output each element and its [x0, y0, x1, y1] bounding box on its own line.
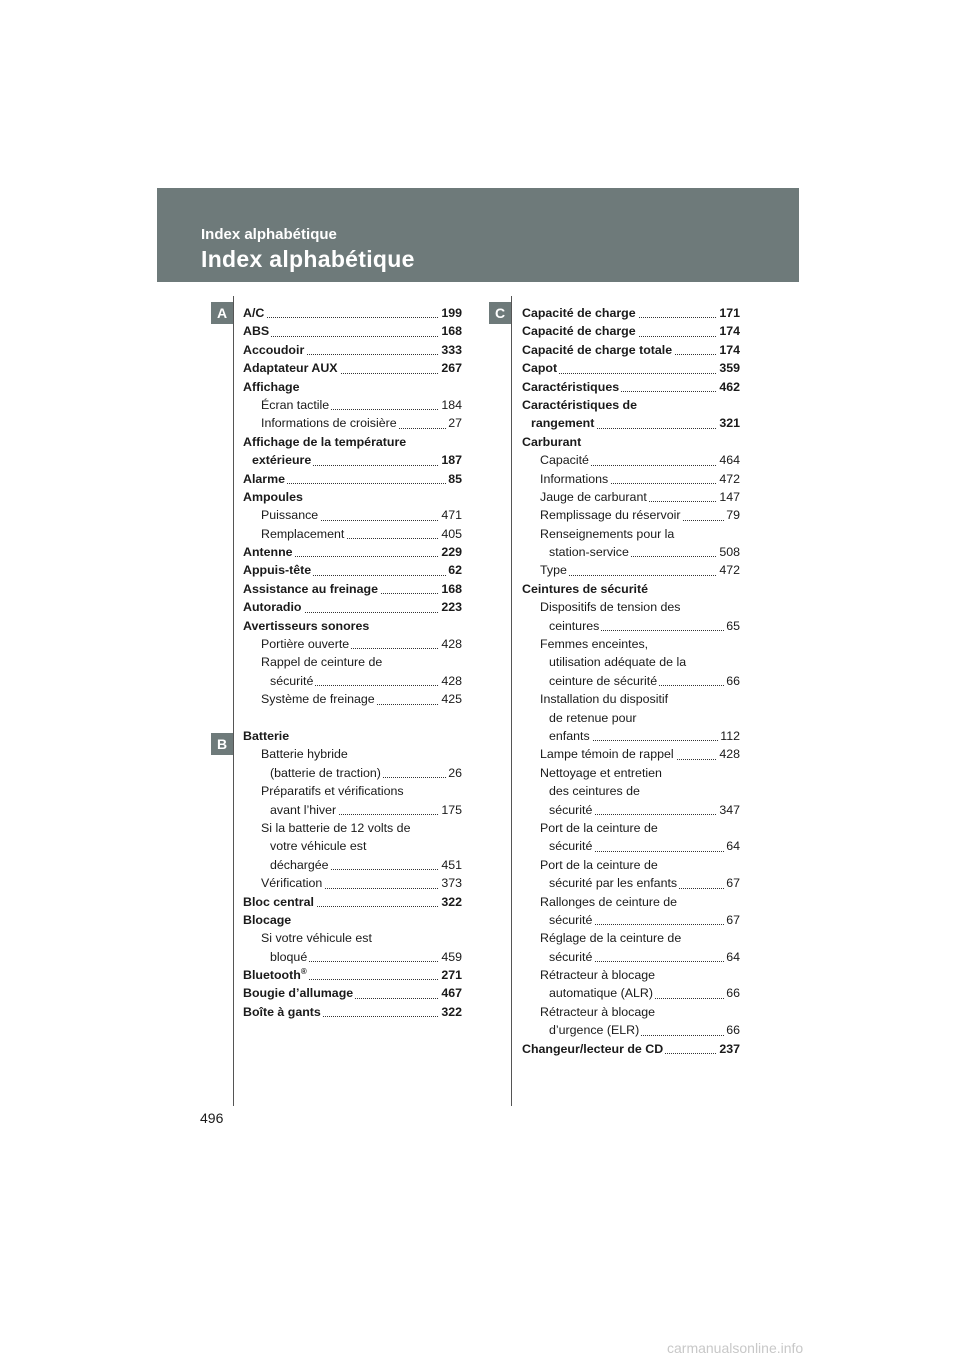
index-entry — [522, 598, 740, 616]
index-entry-page: 471 — [439, 506, 462, 524]
index-entry — [243, 690, 462, 708]
index-entry — [243, 727, 462, 745]
index-entry-text: Port de la ceinture de — [540, 819, 660, 837]
index-entry — [243, 782, 462, 800]
index-entry — [243, 911, 462, 929]
index-entry-text: Rétracteur à blocage — [540, 1003, 657, 1021]
page-title: Index alphabétique — [201, 246, 415, 272]
index-entry — [243, 322, 462, 340]
index-entry-page: 451 — [439, 856, 462, 874]
index-entry-text: Affichage de la température — [243, 433, 408, 451]
index-entry-page: 85 — [446, 470, 462, 488]
index-entry-page: 79 — [724, 506, 740, 524]
index-entry — [243, 561, 462, 579]
index-entry — [522, 543, 740, 561]
index-entry — [522, 929, 740, 947]
index-entry — [522, 1021, 740, 1039]
index-entry-text: extérieure — [252, 451, 313, 469]
index-entry-page: 199 — [439, 304, 462, 322]
index-entry — [522, 396, 740, 414]
index-entry-page: 428 — [439, 635, 462, 653]
index-entry — [522, 635, 740, 653]
index-entry-page: 321 — [717, 414, 740, 432]
index-section-c — [522, 304, 740, 1058]
index-entry — [522, 819, 740, 837]
index-entry-page: 428 — [439, 672, 462, 690]
index-entry — [522, 414, 740, 432]
index-entry-text: ABS — [243, 322, 271, 340]
index-entry — [522, 1040, 740, 1058]
section-gap — [243, 709, 462, 727]
column-divider-left — [233, 296, 234, 1106]
index-entry-text: Réglage de la ceinture de — [540, 929, 683, 947]
index-entry-text: Changeur/lecteur de CD — [522, 1040, 665, 1058]
index-section-a — [243, 304, 462, 709]
index-entry-page: 322 — [439, 1003, 462, 1021]
index-entry-text: Batterie hybride — [261, 745, 350, 763]
index-entry-text: de retenue pour — [549, 709, 639, 727]
index-entry — [243, 653, 462, 671]
page-header — [157, 188, 799, 282]
index-entry — [522, 690, 740, 708]
index-entry — [522, 893, 740, 911]
index-entry — [522, 341, 740, 359]
index-entry-text: sécurité — [549, 911, 594, 929]
index-entry — [243, 874, 462, 892]
index-entry — [522, 911, 740, 929]
index-entry-text: Ceintures de sécurité — [522, 580, 650, 598]
index-entry-page: 147 — [717, 488, 740, 506]
index-entry — [522, 451, 740, 469]
index-entry — [243, 635, 462, 653]
index-entry-text: votre véhicule est — [270, 837, 368, 855]
index-entry — [243, 984, 462, 1002]
index-entry-text: Informations — [540, 470, 610, 488]
index-entry — [243, 451, 462, 469]
index-entry-text: d’urgence (ELR) — [549, 1021, 641, 1039]
index-entry — [243, 488, 462, 506]
index-entry-text: Jauge de carburant — [540, 488, 649, 506]
index-entry — [522, 874, 740, 892]
index-entry-text: Port de la ceinture de — [540, 856, 660, 874]
index-entry-text: Installation du dispositif — [540, 690, 670, 708]
index-entry — [243, 929, 462, 947]
index-entry — [522, 727, 740, 745]
index-entry — [522, 856, 740, 874]
index-entry-page: 237 — [717, 1040, 740, 1058]
index-entry-text: Écran tactile — [261, 396, 331, 414]
index-entry-page: 171 — [717, 304, 740, 322]
index-entry-page: 64 — [724, 837, 740, 855]
index-entry-text: Nettoyage et entretien — [540, 764, 664, 782]
index-entry-page: 462 — [717, 378, 740, 396]
index-entry — [522, 801, 740, 819]
index-entry-text: Rappel de ceinture de — [261, 653, 384, 671]
index-entry-page: 267 — [439, 359, 462, 377]
index-entry-page: 175 — [439, 801, 462, 819]
index-entry-page: 66 — [724, 672, 740, 690]
index-entry-text: Capacité — [540, 451, 591, 469]
index-entry-text: Préparatifs et vérifications — [261, 782, 406, 800]
index-entry-page: 359 — [717, 359, 740, 377]
letter-tab-b: B — [211, 733, 233, 755]
index-entry — [522, 580, 740, 598]
index-entry — [243, 966, 462, 984]
index-entry — [522, 1003, 740, 1021]
index-entry — [522, 525, 740, 543]
index-entry — [243, 543, 462, 561]
index-entry-page: 229 — [439, 543, 462, 561]
dot-leader — [243, 336, 462, 337]
index-entry-page: 472 — [717, 470, 740, 488]
index-column-left — [243, 304, 462, 1021]
index-entry-text: Caractéristiques — [522, 378, 621, 396]
index-entry-text: Rétracteur à blocage — [540, 966, 657, 984]
index-entry-text: Bloc central — [243, 893, 316, 911]
index-entry-text: Batterie — [243, 727, 291, 745]
index-entry-page: 64 — [724, 948, 740, 966]
index-entry-page: 464 — [717, 451, 740, 469]
index-entry-text: Lampe témoin de rappel — [540, 745, 676, 763]
index-entry-text: Assistance au freinage — [243, 580, 380, 598]
index-entry-page: 373 — [439, 874, 462, 892]
index-entry-text: Vérification — [261, 874, 324, 892]
index-entry — [522, 984, 740, 1002]
index-entry — [243, 359, 462, 377]
index-entry-text: des ceintures de — [549, 782, 642, 800]
page-number: 496 — [200, 1110, 224, 1126]
index-entry-text: Remplacement — [261, 525, 346, 543]
index-entry-page: 66 — [724, 1021, 740, 1039]
header-subtitle: Index alphabétique — [201, 226, 337, 243]
index-entry — [243, 470, 462, 488]
index-entry — [243, 396, 462, 414]
index-entry-text: déchargée — [270, 856, 331, 874]
index-entry — [522, 561, 740, 579]
index-entry — [522, 948, 740, 966]
index-entry — [522, 966, 740, 984]
index-entry-text: Portière ouverte — [261, 635, 351, 653]
index-column-right — [522, 304, 740, 1058]
index-entry-text: automatique (ALR) — [549, 984, 655, 1002]
index-entry-text: Appuis-tête — [243, 561, 313, 579]
index-entry-text: Système de freinage — [261, 690, 377, 708]
watermark: carmanualsonline.info — [667, 1340, 804, 1356]
column-divider-right — [511, 296, 512, 1106]
index-entry-page: 223 — [439, 598, 462, 616]
index-entry-text: Bougie d’allumage — [243, 984, 355, 1002]
index-entry-text: Renseignements pour la — [540, 525, 676, 543]
index-entry — [522, 672, 740, 690]
index-entry — [243, 304, 462, 322]
index-entry — [522, 653, 740, 671]
index-entry — [243, 617, 462, 635]
index-entry-text: Blocage — [243, 911, 293, 929]
index-entry-text: utilisation adéquate de la — [549, 653, 688, 671]
index-entry-text: Autoradio — [243, 598, 304, 616]
index-entry-text: Dispositifs de tension des — [540, 598, 683, 616]
index-entry-text: Si la batterie de 12 volts de — [261, 819, 412, 837]
index-entry-page: 428 — [717, 745, 740, 763]
letter-tab-a: A — [211, 302, 233, 324]
index-entry-page: 472 — [717, 561, 740, 579]
index-entry-page: 26 — [446, 764, 462, 782]
index-entry-text: sécurité — [549, 801, 594, 819]
index-entry-text: Rallonges de ceinture de — [540, 893, 679, 911]
index-entry — [243, 764, 462, 782]
index-entry-page: 112 — [718, 727, 740, 745]
index-entry — [243, 893, 462, 911]
index-entry-text: Alarme — [243, 470, 287, 488]
index-entry — [243, 819, 462, 837]
index-entry — [243, 506, 462, 524]
index-entry — [243, 948, 462, 966]
index-entry-text: Capot — [522, 359, 559, 377]
index-entry-page: 333 — [439, 341, 462, 359]
index-entry-text: Remplissage du réservoir — [540, 506, 682, 524]
index-entry — [522, 709, 740, 727]
index-entry-text: rangement — [531, 414, 596, 432]
index-entry-page: 65 — [724, 617, 740, 635]
index-entry-text: Adaptateur AUX — [243, 359, 340, 377]
index-entry-text: Puissance — [261, 506, 320, 524]
index-entry — [243, 414, 462, 432]
index-entry — [522, 359, 740, 377]
index-entry — [243, 801, 462, 819]
index-entry — [522, 488, 740, 506]
index-entry-text: sécurité par les enfants — [549, 874, 679, 892]
index-entry-page: 347 — [717, 801, 740, 819]
index-entry-page: 187 — [439, 451, 462, 469]
index-entry-text: enfants — [549, 727, 592, 745]
index-entry-page: 168 — [439, 322, 462, 340]
index-entry — [243, 341, 462, 359]
index-entry — [522, 837, 740, 855]
index-entry-text: Capacité de charge totale — [522, 341, 674, 359]
index-entry-page: 168 — [439, 580, 462, 598]
index-entry-page: 174 — [717, 341, 740, 359]
index-entry-page: 62 — [446, 561, 462, 579]
index-entry-text: sécurité — [549, 948, 594, 966]
index-entry — [522, 617, 740, 635]
index-entry-text: Accoudoir — [243, 341, 306, 359]
index-entry-text: Type — [540, 561, 569, 579]
index-entry-text: Boîte à gants — [243, 1003, 323, 1021]
index-entry-page: 67 — [724, 911, 740, 929]
index-entry-page: 459 — [439, 948, 462, 966]
index-entry — [522, 745, 740, 763]
index-entry — [243, 856, 462, 874]
index-entry — [243, 525, 462, 543]
index-entry-text: Carburant — [522, 433, 583, 451]
index-entry-text: Avertisseurs sonores — [243, 617, 371, 635]
index-entry-text: Bluetooth® — [243, 966, 309, 984]
index-entry-text: bloqué — [270, 948, 309, 966]
index-entry-page: 174 — [717, 322, 740, 340]
index-entry — [243, 598, 462, 616]
index-entry — [522, 470, 740, 488]
index-entry — [243, 433, 462, 451]
letter-tab-c: C — [489, 302, 511, 324]
index-entry-page: 322 — [439, 893, 462, 911]
index-entry-text: Caractéristiques de — [522, 396, 639, 414]
index-entry-text: A/C — [243, 304, 266, 322]
index-entry — [243, 580, 462, 598]
index-entry-text: (batterie de traction) — [270, 764, 383, 782]
index-entry-text: Affichage — [243, 378, 301, 396]
index-entry — [522, 782, 740, 800]
index-entry-text: station-service — [549, 543, 631, 561]
index-entry — [522, 433, 740, 451]
index-entry — [522, 304, 740, 322]
index-entry-text: avant l’hiver — [270, 801, 338, 819]
index-entry-page: 467 — [439, 984, 462, 1002]
index-entry-page: 66 — [724, 984, 740, 1002]
index-entry-page: 405 — [439, 525, 462, 543]
index-entry-text: sécurité — [270, 672, 315, 690]
index-entry — [522, 378, 740, 396]
index-entry-text: ceinture de sécurité — [549, 672, 659, 690]
index-entry-text: Femmes enceintes, — [540, 635, 650, 653]
index-entry-page: 67 — [724, 874, 740, 892]
index-entry-page: 508 — [717, 543, 740, 561]
index-section-b — [243, 727, 462, 1021]
index-entry-page: 184 — [439, 396, 462, 414]
index-entry-page: 271 — [439, 966, 462, 984]
index-entry-text: Informations de croisière — [261, 414, 399, 432]
index-entry-text: Antenne — [243, 543, 295, 561]
index-entry — [243, 672, 462, 690]
index-entry — [522, 322, 740, 340]
index-entry-text: Capacité de charge — [522, 322, 638, 340]
index-entry-page: 27 — [446, 414, 462, 432]
index-entry — [522, 506, 740, 524]
index-entry-text: ceintures — [549, 617, 601, 635]
index-entry-text: Si votre véhicule est — [261, 929, 374, 947]
index-entry — [243, 378, 462, 396]
dot-leader — [243, 317, 462, 318]
index-entry-text: Ampoules — [243, 488, 305, 506]
index-entry — [243, 837, 462, 855]
index-entry — [243, 1003, 462, 1021]
index-entry — [243, 745, 462, 763]
dot-leader — [540, 575, 740, 576]
index-entry — [522, 764, 740, 782]
index-entry-page: 425 — [439, 690, 462, 708]
index-entry-text: Capacité de charge — [522, 304, 638, 322]
index-entry-text: sécurité — [549, 837, 594, 855]
